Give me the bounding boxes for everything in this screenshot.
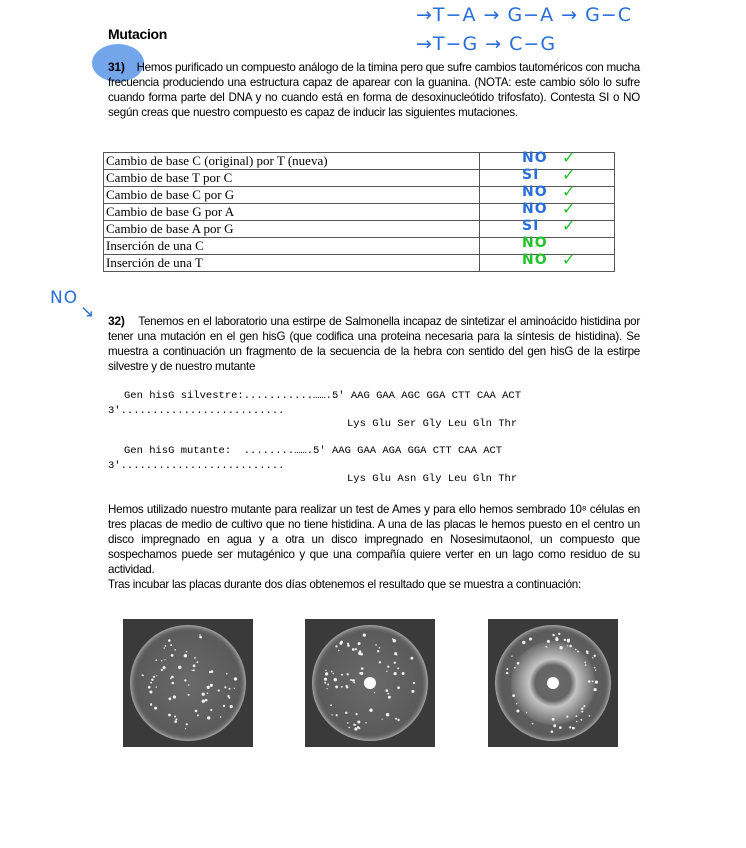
handwritten-answer: NO	[522, 252, 548, 268]
handwritten-note-line2: →T−G → C−G	[416, 33, 557, 55]
question-32-text: Tenemos en el laboratorio una estirpe de Salmonella incapaz de sintetizar el aminoácido histidina por tener una mutación en el gen hisG (que codifica una proteina necesaria para la síntesis de histidina). Se muestra a continuación un fragmento de la secuencia de la hebra con sentido del gen hisG de la estirpe silvestre y de nuestro mutante	[108, 315, 640, 373]
row-label: Inserción de una T	[104, 255, 480, 272]
handwritten-arrow-icon: ↘	[80, 302, 96, 322]
wild-dots: ...........…….5'	[243, 390, 345, 402]
wild-label: Gen hisG silvestre:	[124, 390, 244, 402]
row-answer-cell	[480, 201, 615, 221]
wild-sequence-line	[124, 390, 521, 402]
question-31-number: 31)	[108, 60, 125, 74]
question-31-paragraph	[108, 60, 640, 120]
check-mark-icon: ✓	[562, 201, 576, 218]
question-31	[108, 60, 640, 120]
petri-dish-compound	[488, 619, 618, 747]
petri-dish-control	[123, 619, 253, 747]
page-title: Mutacion	[108, 26, 168, 42]
check-mark-icon: ✓	[562, 218, 576, 235]
row-answer-cell	[480, 150, 615, 170]
table-row	[104, 255, 615, 272]
mutant-sequence: AAG GAA AGA GGA CTT CAA ACT	[331, 445, 503, 457]
question-31-text: Hemos purificado un compuesto análogo de la timina pero que sufre cambios tautoméricos con mucha frecuencia produciendo una estructura capaz de aparear con la guanina. (NOTA: este cambio sólo lo sufre cuando forma parte del DNA y no cuando está en forma de desoxinucleótido trifosfato). Contesta SI o NO según creas que nuestro compuesto es capaz de inducir las siguientes mutaciones.	[108, 61, 640, 119]
handwritten-note-line1: →T−A → G−A → G−C	[416, 4, 632, 26]
check-mark-icon: ✓	[562, 184, 576, 201]
mutant-dots: ........…….5'	[243, 445, 326, 457]
mutant-sequence-end: 3'..........................	[108, 460, 285, 472]
wild-sequence: AAG GAA AGC GGA CTT CAA ACT	[350, 390, 522, 402]
row-label: Cambio de base T por C	[104, 170, 480, 187]
result-paragraph: Tras incubar las placas durante dos días obtenemos el resultado que se muestra a continuación:	[108, 578, 581, 591]
handwritten-answer: NO	[522, 235, 548, 251]
wild-sequence-end: 3'..........................	[108, 405, 285, 417]
row-label: Cambio de base C (original) por T (nueva)	[104, 153, 480, 170]
handwritten-answer: NO	[522, 150, 548, 166]
mutant-sequence-line	[124, 445, 502, 457]
question-32-paragraph	[108, 314, 640, 374]
row-label: Cambio de base G por A	[104, 204, 480, 221]
check-mark-icon: ✓	[562, 252, 576, 269]
question-32-number: 32)	[108, 314, 125, 328]
check-mark-icon: ✓	[562, 167, 576, 184]
handwritten-answer: NO	[522, 201, 548, 217]
check-mark-icon: ✓	[562, 150, 576, 167]
row-label: Cambio de base A por G	[104, 221, 480, 238]
mutant-label: Gen hisG mutante:	[124, 445, 232, 457]
mutant-aminoacids: Lys Glu Asn Gly Leu Gln Thr	[347, 473, 518, 485]
ames-test-paragraph: Hemos utilizado nuestro mutante para realizar un test de Ames y para ello hemos sembrado 10⁸ células en tres placas de medio de cultivo que no tiene histidina. A una de las placas le hemos puesto en el centro un disco impregnado en agua y a otra un disco impregnado en Nosesimutaonol, un compuesto que sospechamos puede ser mutagénico y que una compañía quiere verter en un lago como residuo de su actividad.	[108, 503, 640, 576]
row-label: Inserción de una C	[104, 238, 480, 255]
petri-dish-water	[305, 619, 435, 747]
question-32	[108, 314, 640, 374]
handwritten-no-mark: NO	[50, 288, 79, 308]
mutation-table	[103, 152, 615, 272]
handwritten-answer: NO	[522, 184, 548, 200]
handwritten-answer: SI	[522, 167, 540, 183]
row-label: Cambio de base C por G	[104, 187, 480, 204]
row-answer-cell	[480, 252, 615, 272]
handwritten-answer: SI	[522, 218, 540, 234]
wild-aminoacids: Lys Glu Ser Gly Leu Gln Thr	[347, 418, 518, 430]
